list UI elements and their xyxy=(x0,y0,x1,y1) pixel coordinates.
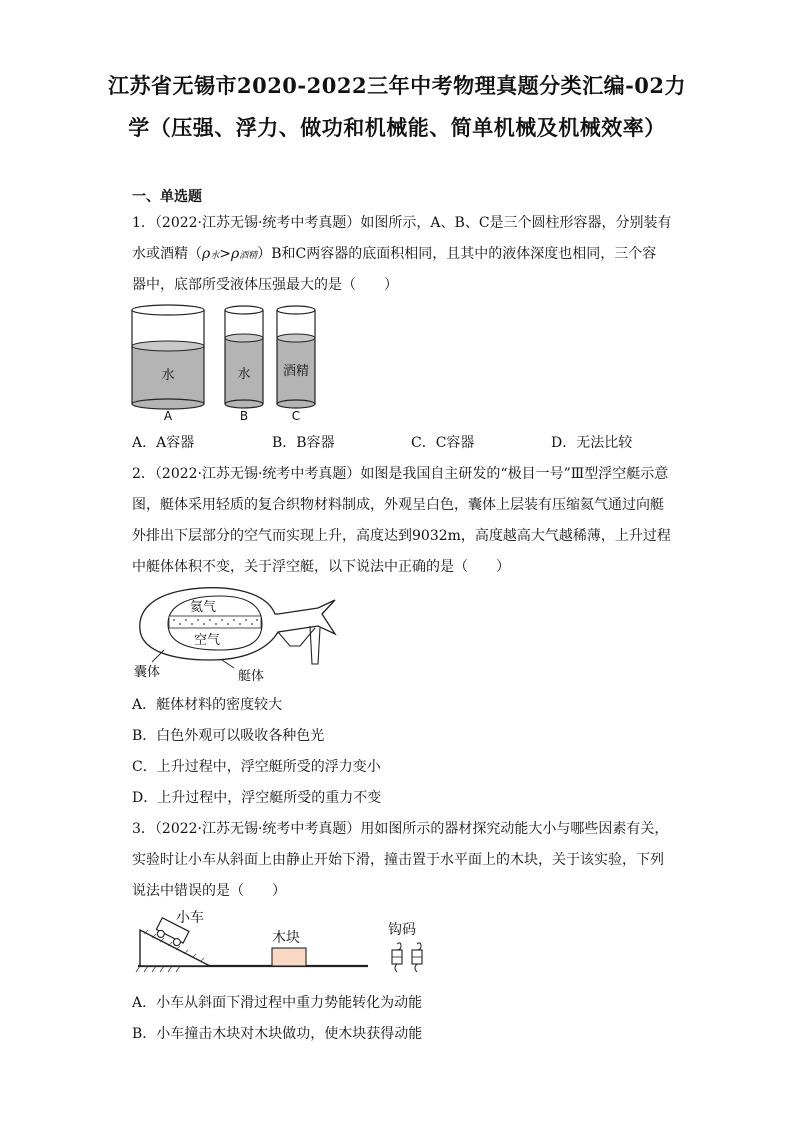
container-c-liquid: 酒精 xyxy=(282,364,310,379)
q1-option-b: B．B容器 xyxy=(272,435,335,451)
container-a xyxy=(132,305,204,423)
q3-text-line-2: 实验时让小车从斜面上由静止开始下滑，撞击置于水平面上的木块，关于该实验，下列 xyxy=(132,852,664,868)
q2-text-line-2: 图，艇体采用轻质的复合织物材料制成，外观呈白色，囊体上层装有压缩氦气通过向艇 xyxy=(132,497,664,513)
label-air: 空气 xyxy=(194,633,221,648)
q2-text-line-4: 中艇体体积不变，关于浮空艇，以下说法中正确的是（ ） xyxy=(132,559,510,575)
q2-option-a: A．艇体材料的密度较大 xyxy=(132,697,283,713)
q1-text-line-2: 水或酒精（ρ水>ρ酒精）B和C两容器的底面积相同，且其中的液体深度也相同，三个容 xyxy=(132,246,657,262)
q1-text-line-1: 1．（2022·江苏无锡·统考中考真题）如图所示，A、B、C是三个圆柱形容器，分别装有 xyxy=(132,215,672,231)
wooden-block xyxy=(272,948,306,966)
document-title-line-2: 学（压强、浮力、做功和机械能、简单机械及机械效率） xyxy=(128,115,666,140)
q3-option-b: B．小车撞击木块对木块做功，使木块获得动能 xyxy=(132,1026,423,1042)
label-bag: 囊体 xyxy=(134,665,161,680)
container-c xyxy=(277,306,315,423)
hook-weight-1 xyxy=(392,943,402,972)
rho-expression: ρ水>ρ酒精 xyxy=(202,246,258,262)
q1-containers-figure xyxy=(128,300,318,424)
q2-option-d: D．上升过程中，浮空艇所受的重力不变 xyxy=(132,790,382,806)
q3-ramp-figure xyxy=(130,904,440,982)
document-title-line-1: 江苏省无锡市2020-2022三年中考物理真题分类汇编-02力 xyxy=(107,73,687,98)
label-weights: 钩码 xyxy=(388,922,416,938)
q3-option-a: A．小车从斜面下滑过程中重力势能转化为动能 xyxy=(132,995,423,1011)
hook-weight-2 xyxy=(412,943,422,972)
q3-text-line-3: 说法中错误的是（ ） xyxy=(132,883,286,899)
q3-text-line-1: 3．（2022·江苏无锡·统考中考真题）用如图所示的器材探究动能大小与哪些因素有关， xyxy=(132,821,669,837)
q1-option-c: C．C容器 xyxy=(411,435,475,451)
q2-option-c: C．上升过程中，浮空艇所受的浮力变小 xyxy=(132,759,381,775)
q2-text-line-3: 外排出下层部分的空气而实现上升，高度达到9032m，高度越高大气越稀薄，上升过程 xyxy=(132,528,671,544)
container-b xyxy=(225,306,263,423)
q1-option-d: D．无法比较 xyxy=(551,435,633,451)
label-hull: 艇体 xyxy=(238,669,265,684)
q2-airship-figure xyxy=(130,584,350,684)
container-a-liquid: 水 xyxy=(161,368,175,383)
section-heading: 一、单选题 xyxy=(132,189,202,205)
label-block: 木块 xyxy=(272,930,300,946)
q2-text-line-1: 2．（2022·江苏无锡·统考中考真题）如图是我国自主研发的“极目一号”Ⅲ型浮空艇示意 xyxy=(132,466,669,482)
label-cart: 小车 xyxy=(176,910,204,926)
q1-text-line-3: 器中，底部所受液体压强最大的是（ ） xyxy=(132,277,398,293)
q2-option-b: B．白色外观可以吸收各种色光 xyxy=(132,728,325,744)
container-c-label: C xyxy=(291,409,301,423)
container-a-label: A xyxy=(163,409,173,423)
q1-option-a: A．A容器 xyxy=(132,435,195,451)
label-helium: 氦气 xyxy=(190,600,217,615)
container-b-label: B xyxy=(239,409,249,423)
container-b-liquid: 水 xyxy=(237,367,251,382)
